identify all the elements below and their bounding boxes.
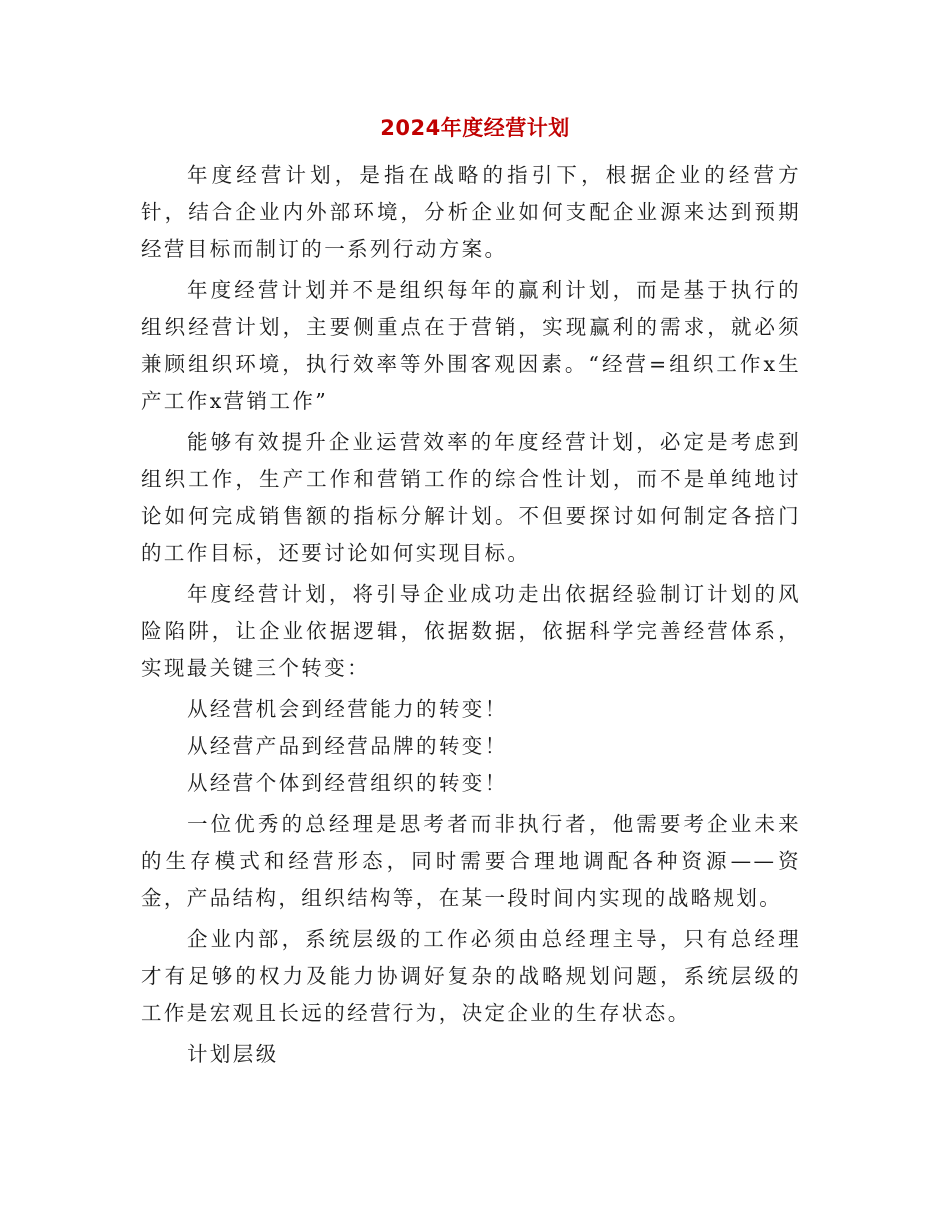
paragraph-not-profit-plan: 年度经营计划并不是组织每年的赢利计划，而是基于执行的组织经营计划，主要侧重点在于营销，实现赢利的需求，就必须兼顾组织环境，执行效率等外围客观因素。“经营=组织工作x生产工作x营销工作”: [141, 278, 801, 413]
paragraph-effective-plan: 能够有效提升企业运营效率的年度经营计划，必定是考虑到组织工作，生产工作和营销工作的综合性计划，而不是单纯地讨论如何完成销售额的指标分解计划。不但要探讨如何制定各掊门的工作目标，还要讨论如何实现目标。: [141, 430, 801, 565]
paragraph-three-transformations: 年度经营计划，将引导企业成功走出依据经验制订计划的风险陷阱，让企业依据逻辑，依据数据，依据科学完善经营体系，实现最关键三个转变：: [141, 582, 801, 680]
list-item-transformation-1: 从经营机会到经营能力的转变！: [187, 697, 508, 721]
paragraph-definition: 年度经营计划，是指在战略的指引下，根据企业的经营方针，结合企业内外部环境，分析企业如何支配企业源来达到预期经营目标而制订的一系列行动方案。: [141, 163, 801, 261]
section-heading-plan-level: 计划层级: [187, 1042, 279, 1066]
document-title: 2024年度经营计划: [380, 116, 570, 140]
list-item-transformation-3: 从经营个体到经营组织的转变！: [187, 771, 508, 795]
paragraph-system-level: 企业内部，系统层级的工作必须由总经理主导，只有总经理才有足够的权力及能力协调好复杂的战略规划问题，系统层级的工作是宏观且长远的经营行为，决定企业的生存状态。: [141, 927, 801, 1025]
list-item-transformation-2: 从经营产品到经营品牌的转变！: [187, 734, 508, 758]
document-body: [141, 157, 801, 1077]
paragraph-general-manager: 一位优秀的总经理是思考者而非执行者，他需要考企业未来的生存模式和经营形态，同时需要合理地调配各种资源——资金，产品结构，组织结构等，在某一段时间内实现的战略规划。: [141, 812, 801, 910]
